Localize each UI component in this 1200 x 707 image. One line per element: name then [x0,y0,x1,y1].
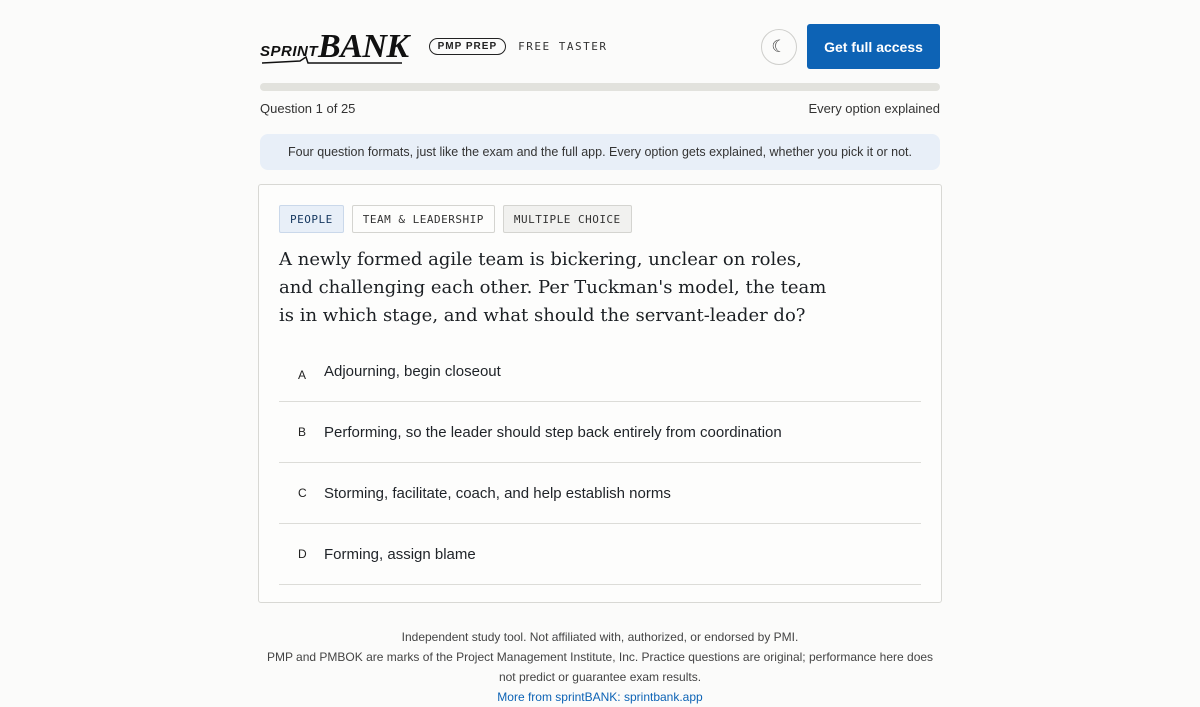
theme-toggle-button[interactable] [761,29,797,65]
get-full-access-button[interactable]: Get full access [807,24,940,69]
option-a[interactable] [279,352,921,402]
option-letter: D [298,547,307,561]
answer-options [279,352,921,585]
question-tags [279,205,921,233]
option-b[interactable] [279,402,921,463]
sprintbank-logo[interactable] [260,27,409,65]
option-d[interactable] [279,524,921,585]
question-card [258,184,942,603]
every-option-explained-label: Every option explained [808,101,940,116]
header [260,24,940,69]
pmp-prep-badge: PMP PREP [429,38,507,55]
footer [260,627,940,707]
progress-meta [260,101,940,116]
progress-bar [260,83,940,91]
moon-icon: ☾ [771,36,787,56]
option-letter: B [298,425,307,439]
option-text: Performing, so the leader should step back entirely from coordination [324,423,782,441]
logo-sprint-text: SPRINT [260,42,319,60]
option-text: Forming, assign blame [324,545,476,563]
option-text: Storming, facilitate, coach, and help establish norms [324,484,671,502]
logo-bank-text: BANK [318,27,409,65]
tag-format: MULTIPLE CHOICE [503,205,632,233]
option-letter: C [298,486,307,500]
tag-topic: TEAM & LEADERSHIP [352,205,495,233]
trademark-line: PMP and PMBOK are marks of the Project Management Institute, Inc. Practice questions are original; performance here does not predict or guarantee exam results. [266,650,934,684]
option-letter: A [298,368,307,382]
info-banner [260,134,940,170]
page [260,0,940,707]
disclaimer-line: Independent study tool. Not affiliated with, authorized, or endorsed by PMI. [401,630,799,644]
question-counter: Question 1 of 25 [260,101,356,116]
option-text: Adjourning, begin closeout [324,363,501,380]
option-c[interactable] [279,463,921,524]
logo-swoosh-icon [260,55,404,65]
info-banner-text: Four question formats, just like the exam and the full app. Every option gets explained, whether you pick it or not. [288,145,912,159]
more-from-link[interactable]: More from sprintBANK: sprintbank.app [497,690,703,704]
free-taster-label: FREE TASTER [518,40,608,53]
question-text: A newly formed agile team is bickering, unclear on roles, and challenging each other. Per Tuckman's model, the team is in which stage, and what should the servant-leader do? [279,249,827,326]
tag-domain: PEOPLE [279,205,344,233]
